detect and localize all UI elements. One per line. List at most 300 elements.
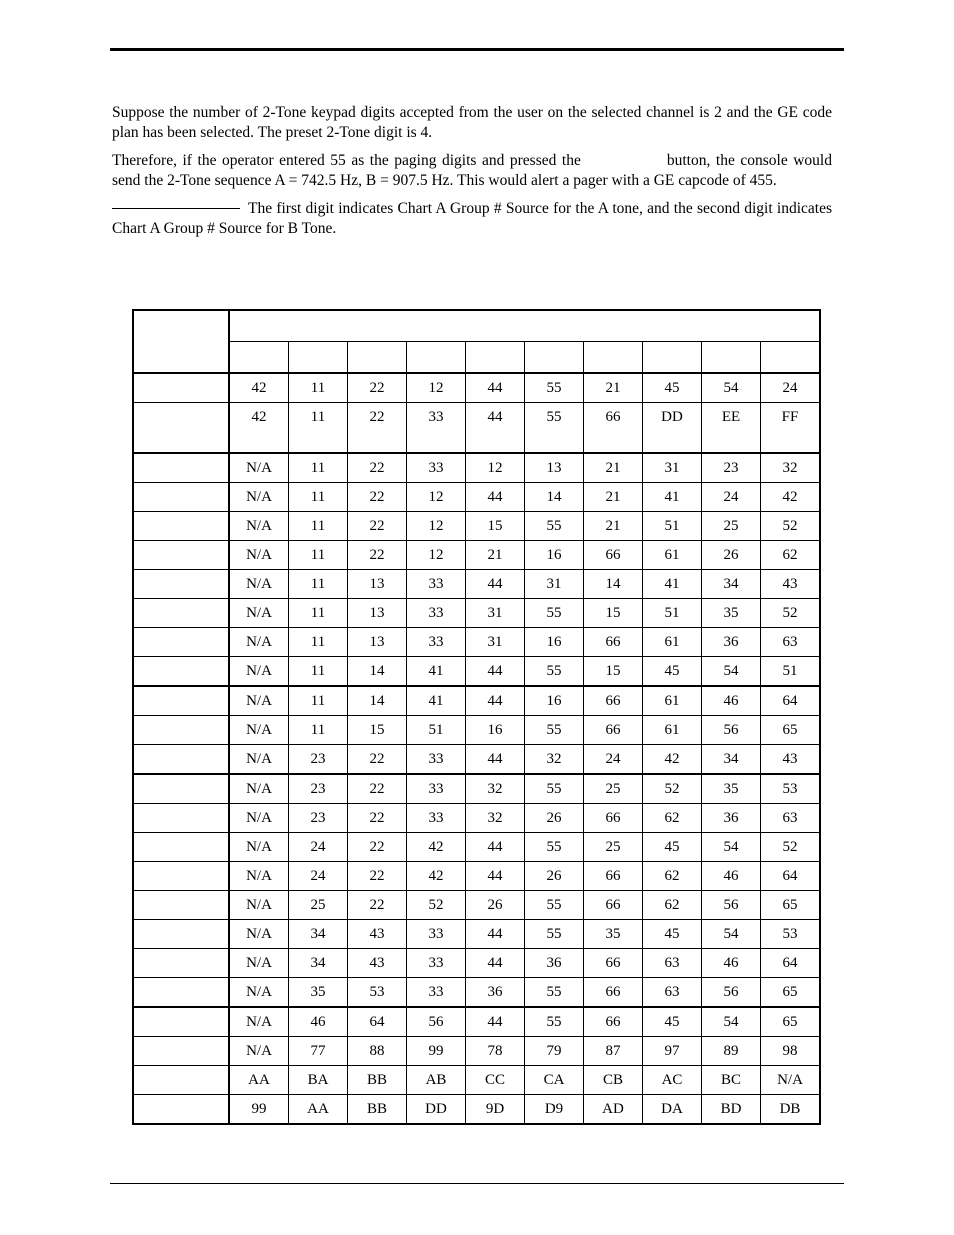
table-cell: DD [643,403,702,454]
row-label-cell [133,570,229,599]
subheader-cell [643,342,702,374]
subheader-cell [702,342,761,374]
table-cell: N/A [229,657,289,687]
table-cell: 33 [407,978,466,1008]
table-cell: 32 [466,774,525,804]
table-row [133,512,820,541]
table-cell: 32 [466,804,525,833]
table-cell: 55 [525,833,584,862]
table-cell: 24 [702,483,761,512]
table-cell: 26 [466,891,525,920]
table-cell: 26 [702,541,761,570]
table-cell: 66 [584,862,643,891]
table-cell: 33 [407,774,466,804]
table-cell: 99 [407,1037,466,1066]
table-row [133,1007,820,1037]
table-cell: N/A [229,599,289,628]
table-cell: N/A [229,1007,289,1037]
table-cell: 35 [584,920,643,949]
table-cell: 44 [466,403,525,454]
paragraph-2-start: Therefore, if the operator entered 55 as the paging digits and pressed the [112,152,581,169]
table-cell: 33 [407,949,466,978]
table-cell: 41 [643,483,702,512]
table-subheader-row [133,342,820,374]
table-cell: 22 [348,862,407,891]
table-cell: 13 [348,570,407,599]
table-cell: 42 [761,483,821,512]
row-label-cell [133,862,229,891]
table-cell: 55 [525,774,584,804]
table-cell: 44 [466,373,525,403]
table-cell: 66 [584,541,643,570]
table-cell: 22 [348,745,407,775]
table-cell: 66 [584,1007,643,1037]
table-row [133,1095,820,1125]
table-cell: 15 [584,599,643,628]
table-cell: 51 [761,657,821,687]
table-cell: 14 [584,570,643,599]
table-cell: 61 [643,686,702,716]
table-cell: 34 [289,920,348,949]
row-label-cell [133,628,229,657]
table-cell: 43 [761,745,821,775]
table-cell: 34 [702,570,761,599]
table-cell: 64 [761,686,821,716]
subheader-cell [761,342,821,374]
table-cell: N/A [229,949,289,978]
table-cell: 54 [702,920,761,949]
table-cell: 77 [289,1037,348,1066]
table-cell: 36 [466,978,525,1008]
code-plan-table-wrapper [132,309,821,1125]
table-cell: 35 [289,978,348,1008]
table-cell: 23 [289,774,348,804]
table-cell: 32 [761,453,821,483]
table-row [133,716,820,745]
row-label-cell [133,891,229,920]
table-cell: 34 [702,745,761,775]
table-cell: 98 [761,1037,821,1066]
table-cell: 22 [348,774,407,804]
table-cell: 11 [289,453,348,483]
table-cell: 22 [348,453,407,483]
table-cell: 52 [643,774,702,804]
table-cell: 99 [229,1095,289,1125]
table-cell: 61 [643,628,702,657]
table-cell: 9D [466,1095,525,1125]
table-cell: 53 [761,774,821,804]
table-cell: 25 [584,774,643,804]
table-row [133,1066,820,1095]
table-cell: BD [702,1095,761,1125]
row-label-cell [133,920,229,949]
table-cell: 66 [584,804,643,833]
table-row [133,628,820,657]
table-cell: EE [702,403,761,454]
table-cell: N/A [229,891,289,920]
header-rule [110,48,844,51]
table-cell: DA [643,1095,702,1125]
table-cell: 51 [643,599,702,628]
table-cell: 32 [525,745,584,775]
paragraph-3-text: The first digit indicates Chart A Group # Source for the A tone, and the second digit indicates Chart A Group # Source for B Tone. [112,200,832,237]
table-row [133,949,820,978]
table-cell: 31 [466,628,525,657]
table-cell: 11 [289,686,348,716]
table-cell: 63 [643,978,702,1008]
table-cell: 42 [229,403,289,454]
table-cell: 61 [643,541,702,570]
table-cell: 22 [348,804,407,833]
table-cell: 64 [761,949,821,978]
table-cell: 21 [584,483,643,512]
table-cell: N/A [229,628,289,657]
table-cell: 55 [525,599,584,628]
code-plan-table [132,309,821,1125]
table-cell: 46 [289,1007,348,1037]
table-cell: N/A [229,862,289,891]
table-row [133,774,820,804]
table-cell: 42 [643,745,702,775]
table-row [133,373,820,403]
table-cell: 22 [348,373,407,403]
table-cell: N/A [229,483,289,512]
table-cell: 22 [348,891,407,920]
table-cell: 41 [643,570,702,599]
table-cell: 11 [289,373,348,403]
table-cell: 12 [407,373,466,403]
table-cell: 55 [525,373,584,403]
table-cell: 44 [466,745,525,775]
table-cell: 21 [584,453,643,483]
table-cell: 14 [348,657,407,687]
table-cell: 33 [407,745,466,775]
table-cell: N/A [229,774,289,804]
table-cell: 31 [525,570,584,599]
table-cell: 52 [407,891,466,920]
note-underline [112,208,240,209]
table-cell: N/A [229,920,289,949]
table-cell: 33 [407,570,466,599]
table-row [133,833,820,862]
table-cell: 78 [466,1037,525,1066]
table-row [133,978,820,1008]
table-cell: 66 [584,686,643,716]
table-row [133,862,820,891]
table-cell: CC [466,1066,525,1095]
table-cell: N/A [229,512,289,541]
table-cell: 16 [525,628,584,657]
table-cell: 24 [761,373,821,403]
table-cell: 44 [466,833,525,862]
table-cell: 55 [525,512,584,541]
table-cell: 12 [407,541,466,570]
table-cell: AD [584,1095,643,1125]
table-cell: 11 [289,512,348,541]
table-cell: 44 [466,483,525,512]
table-cell: N/A [229,453,289,483]
table-cell: DB [761,1095,821,1125]
table-cell: 65 [761,891,821,920]
paragraph-1: Suppose the number of 2-Tone keypad digits accepted from the user on the selected channel is 2 and the GE code plan has been selected. The preset 2-Tone digit is 4. [112,104,832,141]
table-cell: 42 [407,833,466,862]
table-cell: FF [761,403,821,454]
table-cell: 66 [584,949,643,978]
table-cell: 22 [348,483,407,512]
subheader-cell [525,342,584,374]
row-label-cell [133,483,229,512]
table-row [133,599,820,628]
table-cell: N/A [229,541,289,570]
table-cell: 24 [289,862,348,891]
table-cell: 16 [466,716,525,745]
table-cell: 53 [761,920,821,949]
row-label-cell [133,716,229,745]
table-cell: 66 [584,716,643,745]
table-cell: 33 [407,920,466,949]
table-cell: 35 [702,774,761,804]
table-row [133,403,820,454]
paragraph-2-end: button, the console would send the 2-Tone sequence A = 742.5 Hz, B = 907.5 Hz. This would alert a pager with a GE capcode of 455. [112,152,832,189]
table-cell: 14 [348,686,407,716]
table-cell: 62 [643,891,702,920]
table-cell: 15 [584,657,643,687]
table-cell: 42 [407,862,466,891]
table-row [133,1037,820,1066]
table-cell: 56 [407,1007,466,1037]
table-cell: 66 [584,403,643,454]
row-label-cell [133,804,229,833]
table-cell: AA [289,1095,348,1125]
table-cell: 13 [348,628,407,657]
table-cell: 26 [525,804,584,833]
table-cell: AC [643,1066,702,1095]
table-cell: 44 [466,570,525,599]
table-cell: 56 [702,978,761,1008]
table-cell: 44 [466,686,525,716]
table-cell: 35 [702,599,761,628]
table-row [133,483,820,512]
table-cell: 25 [289,891,348,920]
table-cell: 46 [702,949,761,978]
table-cell: 33 [407,599,466,628]
table-cell: 31 [643,453,702,483]
subheader-cell [466,342,525,374]
table-cell: N/A [229,745,289,775]
table-cell: 33 [407,628,466,657]
row-label-cell [133,978,229,1008]
table-cell: 11 [289,657,348,687]
paragraph-2 [112,151,832,191]
table-cell: N/A [229,570,289,599]
row-label-cell [133,657,229,687]
table-cell: 63 [761,628,821,657]
table-cell: N/A [229,833,289,862]
table-cell: 64 [761,862,821,891]
table-cell: 63 [761,804,821,833]
table-row [133,541,820,570]
table-cell: CB [584,1066,643,1095]
table-cell: 12 [466,453,525,483]
row-label-cell [133,774,229,804]
table-cell: 54 [702,373,761,403]
subheader-cell [289,342,348,374]
table-cell: 11 [289,716,348,745]
table-cell: 52 [761,512,821,541]
table-cell: 45 [643,373,702,403]
table-cell: 13 [348,599,407,628]
table-cell: 16 [525,686,584,716]
table-cell: 56 [702,891,761,920]
table-cell: 55 [525,1007,584,1037]
table-cell: 62 [643,804,702,833]
table-cell: 55 [525,403,584,454]
table-cell: CA [525,1066,584,1095]
table-cell: 31 [466,599,525,628]
table-cell: N/A [761,1066,821,1095]
row-label-cell [133,541,229,570]
table-cell: 46 [702,862,761,891]
table-cell: 13 [525,453,584,483]
header-group-cell [229,310,820,342]
table-cell: 54 [702,657,761,687]
row-label-cell [133,686,229,716]
table-cell: 34 [289,949,348,978]
table-cell: 65 [761,1007,821,1037]
table-cell: 14 [525,483,584,512]
table-cell: 45 [643,657,702,687]
table-row [133,453,820,483]
table-cell: 55 [525,657,584,687]
table-cell: 36 [702,628,761,657]
table-cell: 22 [348,512,407,541]
table-cell: 63 [643,949,702,978]
table-cell: 12 [407,512,466,541]
table-cell: 45 [643,920,702,949]
table-cell: 33 [407,453,466,483]
table-cell: 11 [289,541,348,570]
table-cell: 24 [289,833,348,862]
table-cell: 16 [525,541,584,570]
table-cell: 53 [348,978,407,1008]
table-row [133,657,820,687]
table-row [133,804,820,833]
table-cell: 25 [702,512,761,541]
table-cell: 89 [702,1037,761,1066]
table-cell: 52 [761,833,821,862]
table-cell: 24 [584,745,643,775]
table-cell: 23 [289,804,348,833]
table-cell: 45 [643,833,702,862]
table-cell: 51 [643,512,702,541]
table-cell: 33 [407,403,466,454]
table-row [133,686,820,716]
table-cell: 43 [348,920,407,949]
body-text [112,103,832,247]
table-cell: 55 [525,920,584,949]
table-cell: 44 [466,1007,525,1037]
table-cell: 23 [702,453,761,483]
row-label-cell [133,453,229,483]
row-label-cell [133,833,229,862]
table-cell: 62 [761,541,821,570]
table-cell: 22 [348,403,407,454]
table-cell: 66 [584,628,643,657]
table-cell: 25 [584,833,643,862]
table-cell: 36 [525,949,584,978]
table-cell: 21 [584,512,643,541]
table-cell: 22 [348,541,407,570]
table-cell: 46 [702,686,761,716]
table-cell: 21 [466,541,525,570]
table-cell: N/A [229,1037,289,1066]
subheader-cell [229,342,289,374]
table-cell: 87 [584,1037,643,1066]
table-cell: 12 [407,483,466,512]
table-cell: 22 [348,833,407,862]
row-label-cell [133,599,229,628]
table-cell: 44 [466,949,525,978]
table-cell: 23 [289,745,348,775]
table-cell: AB [407,1066,466,1095]
table-cell: 65 [761,716,821,745]
table-cell: N/A [229,804,289,833]
table-cell: 44 [466,862,525,891]
row-label-cell [133,745,229,775]
table-cell: 11 [289,403,348,454]
table-cell: 62 [643,862,702,891]
table-cell: BA [289,1066,348,1095]
table-cell: 11 [289,570,348,599]
table-row [133,745,820,775]
row-label-cell [133,1066,229,1095]
table-cell: 56 [702,716,761,745]
table-row [133,891,820,920]
table-cell: 52 [761,599,821,628]
table-cell: 41 [407,657,466,687]
table-cell: 54 [702,1007,761,1037]
table-cell: 44 [466,920,525,949]
row-label-cell [133,1037,229,1066]
table-cell: 61 [643,716,702,745]
table-cell: 54 [702,833,761,862]
table-row [133,920,820,949]
row-label-cell [133,1007,229,1037]
table-cell: 51 [407,716,466,745]
table-cell: 43 [348,949,407,978]
table-cell: 15 [466,512,525,541]
table-cell: BB [348,1066,407,1095]
table-cell: N/A [229,686,289,716]
row-label-cell [133,949,229,978]
header-label-cell [133,310,229,373]
row-label-cell [133,1095,229,1125]
table-cell: 11 [289,628,348,657]
table-cell: 41 [407,686,466,716]
table-cell: 36 [702,804,761,833]
row-label-cell [133,403,229,454]
table-cell: 64 [348,1007,407,1037]
paragraph-3 [112,199,832,239]
table-cell: 55 [525,891,584,920]
table-cell: BC [702,1066,761,1095]
table-cell: 11 [289,599,348,628]
table-cell: 97 [643,1037,702,1066]
table-cell: 15 [348,716,407,745]
table-cell: 33 [407,804,466,833]
table-cell: 21 [584,373,643,403]
table-cell: 55 [525,978,584,1008]
